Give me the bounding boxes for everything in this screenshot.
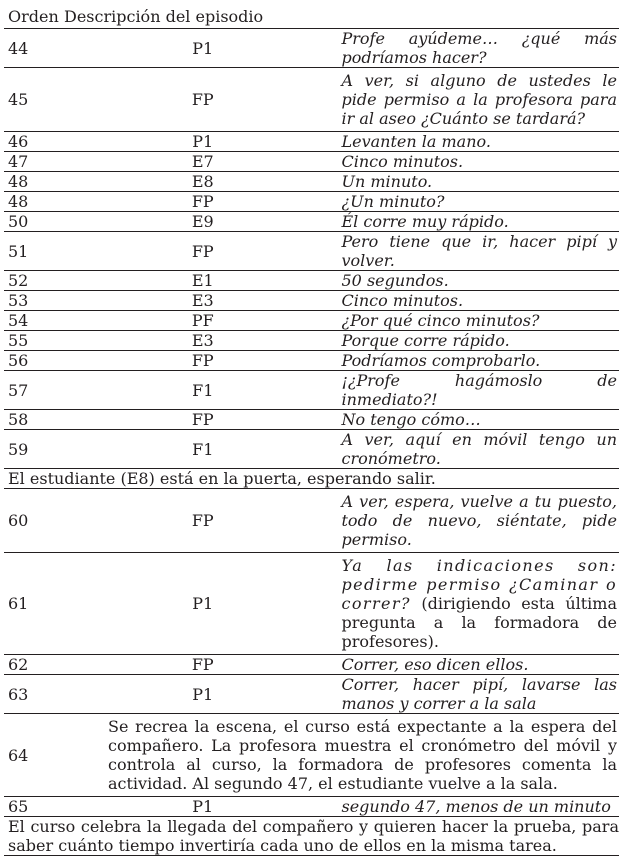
speaker-code: F1	[192, 380, 214, 400]
table-row	[4, 351, 619, 371]
table-row	[4, 714, 619, 797]
utterance-text: Profe ayúdeme… ¿qué más podríamos hacer?	[341, 29, 617, 67]
speaker-code: FP	[191, 655, 214, 674]
order-number: 60	[8, 511, 29, 530]
episode-table	[4, 7, 619, 856]
table-row	[4, 192, 619, 212]
utterance-italic: Ya las indicaciones son: pedirme permiso ¿Caminar o correr?	[341, 556, 617, 613]
utterance-text: Pero tiene que ir, hacer pipí y volver.	[341, 232, 617, 270]
speaker-code: FP	[191, 351, 214, 370]
speaker-code: E3	[191, 331, 214, 350]
order-number: 51	[8, 241, 29, 261]
order-number: 52	[8, 271, 29, 290]
table-row	[4, 675, 619, 714]
utterance-text: Un minuto.	[341, 172, 433, 191]
utterance-text	[342, 553, 620, 655]
speaker-code: FP	[191, 192, 214, 211]
table-row	[4, 430, 619, 469]
table-row	[4, 132, 619, 152]
table-header	[4, 7, 619, 29]
order-number: 63	[8, 684, 29, 704]
table-row	[4, 271, 619, 291]
table-row	[4, 172, 619, 192]
order-number: 46	[8, 132, 29, 151]
speaker-code: FP	[191, 241, 214, 261]
order-number: 44	[8, 38, 29, 58]
table-row	[4, 291, 619, 311]
utterance-text: Correr, hacer pipí, lavarse las manos y correr a la sala	[341, 675, 617, 713]
utterance-text: ¿Por qué cinco minutos?	[341, 311, 540, 330]
order-number: 54	[8, 311, 29, 330]
table-row	[4, 212, 619, 232]
utterance-text: Él corre muy rápido.	[341, 212, 509, 231]
narration-row	[4, 469, 619, 489]
speaker-code: FP	[191, 410, 214, 429]
order-number: 58	[8, 410, 29, 429]
utterance-text: A ver, espera, vuelve a tu puesto, todo de nuevo, siéntate, pide permiso.	[341, 492, 617, 549]
table-row	[4, 410, 619, 430]
speaker-code: FP	[191, 511, 214, 530]
speaker-code: P1	[192, 132, 214, 151]
utterance-text: Cinco minutos.	[341, 152, 464, 171]
table-row	[4, 553, 619, 655]
table-row	[4, 371, 619, 410]
utterance-text: A ver, si alguno de ustedes le pide permiso a la profesora para ir al aseo ¿Cuánto se tardará?	[341, 71, 617, 128]
utterance-text: Levanten la mano.	[341, 132, 491, 151]
speaker-code: E1	[191, 271, 214, 290]
speaker-code: P1	[192, 797, 214, 816]
utterance-aside: (dirigiendo esta última pregunta a la formadora de profesores).	[341, 594, 617, 651]
utterance-text: Correr, eso dicen ellos.	[341, 655, 529, 674]
narration-row	[4, 817, 619, 856]
scene-description: Se recrea la escena, el curso está expectante a la espera del compañero. La profesora muestra el cronómetro del móvil y controla al curso, la formadora de profesores comenta la actividad. Al segundo 47, el estudiante vuelve a la sala.	[108, 717, 617, 793]
utterance-text: ¿Un minuto?	[341, 192, 445, 211]
table-row	[4, 232, 619, 271]
table-row	[4, 489, 619, 553]
utterance-text: 50 segundos.	[341, 271, 449, 290]
table-row	[4, 29, 619, 68]
order-number: 48	[8, 192, 29, 211]
order-number: 62	[8, 655, 29, 674]
table-row	[4, 797, 619, 817]
utterance-text: ¡¿Profe hagámoslo de inmediato?!	[341, 371, 617, 409]
narration-text: El curso celebra la llegada del compañero y quieren hacer la prueba, para saber cuánto tiempo invertiría cada uno de ellos en la misma tarea.	[8, 817, 619, 855]
order-number: 61	[8, 594, 29, 613]
speaker-code: F1	[192, 439, 214, 459]
table-row	[4, 152, 619, 172]
order-number: 57	[8, 380, 29, 400]
order-number: 48	[8, 172, 29, 191]
speaker-code: P1	[192, 594, 214, 613]
speaker-code: P1	[192, 684, 214, 704]
order-number: 47	[8, 152, 29, 171]
order-number: 55	[8, 331, 29, 350]
speaker-code: P1	[192, 38, 214, 58]
speaker-code: E7	[191, 152, 214, 171]
narration-text: El estudiante (E8) está en la puerta, esperando salir.	[8, 469, 436, 488]
speaker-code: FP	[191, 90, 214, 109]
header-description: Descripción del episodio	[64, 7, 264, 26]
speaker-code: PF	[191, 311, 214, 330]
speaker-code: E3	[191, 291, 214, 310]
utterance-text: No tengo cómo…	[341, 410, 481, 429]
table-row	[4, 331, 619, 351]
order-number: 56	[8, 351, 29, 370]
utterance-text: Podríamos comprobarlo.	[341, 351, 541, 370]
table-row	[4, 311, 619, 331]
table-row	[4, 655, 619, 675]
order-number: 50	[8, 212, 29, 231]
utterance-text: segundo 47, menos de un minuto	[341, 797, 611, 816]
order-number: 65	[8, 797, 29, 816]
table-row	[4, 68, 619, 132]
order-number: 53	[8, 291, 29, 310]
utterance-text: Porque corre rápido.	[341, 331, 510, 350]
utterance-text: Cinco minutos.	[341, 291, 464, 310]
utterance-text: A ver, aquí en móvil tengo un cronómetro.	[341, 430, 617, 468]
speaker-code: E9	[191, 212, 214, 231]
header-order: Orden	[8, 7, 59, 26]
order-number: 59	[8, 439, 29, 459]
order-number: 64	[8, 745, 29, 765]
order-number: 45	[8, 90, 29, 109]
speaker-code: E8	[191, 172, 214, 191]
